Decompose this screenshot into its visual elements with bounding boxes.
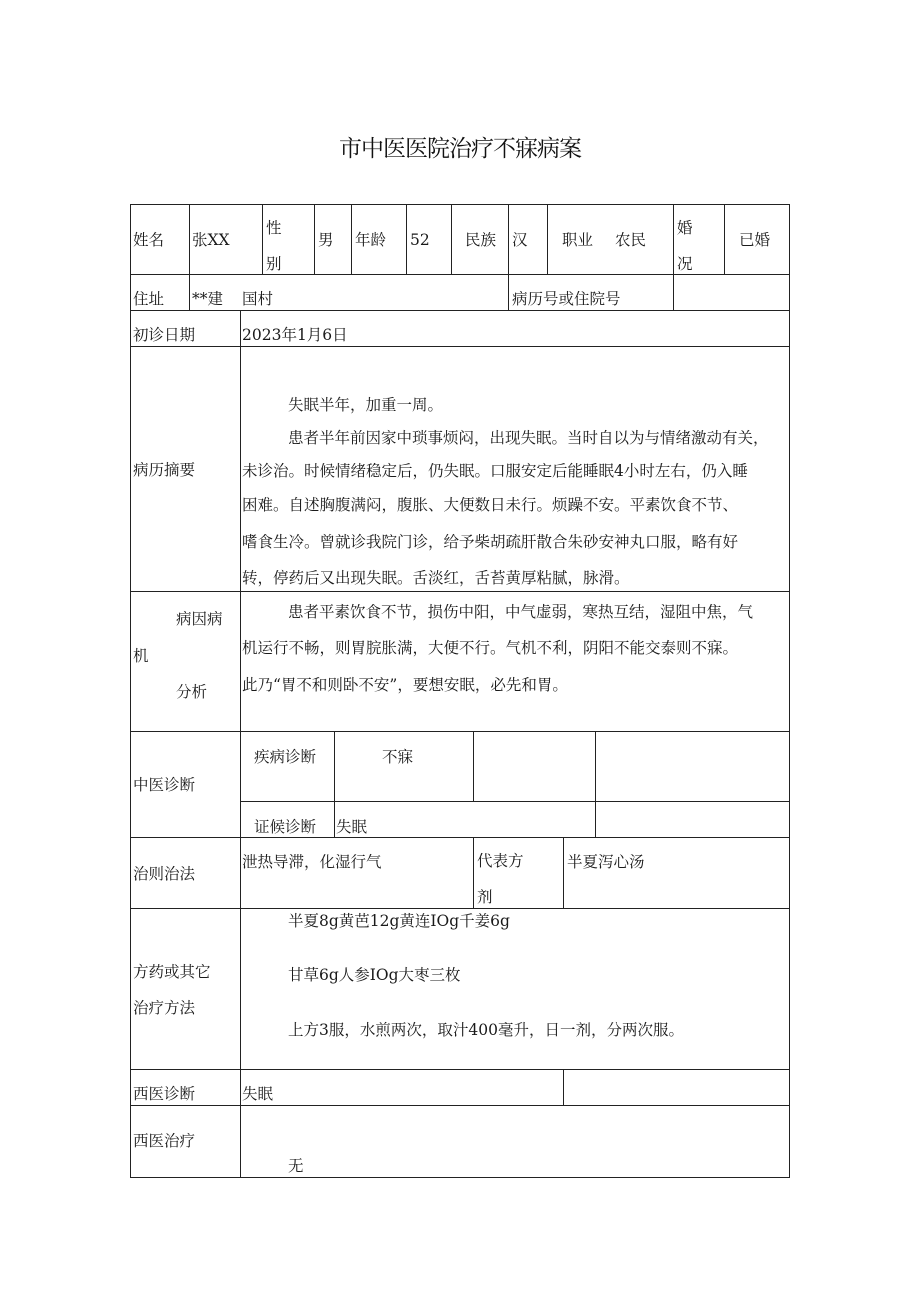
prescription-line: 半夏8g黄芭12g黄连IOg千姜6g — [288, 912, 510, 930]
sex-value: 男 — [318, 231, 334, 249]
marital-label-bottom: 况 — [677, 255, 693, 273]
treatment-value: 泄热导滞，化湿行气 — [242, 853, 382, 871]
prescription-label-2: 治疗方法 — [133, 999, 196, 1017]
etiology-line: 此乃“胃不和则卧不安”，要想安眠，必先和胃。 — [242, 676, 568, 694]
page-title: 市中医医院治疗不寐病案 — [339, 136, 581, 162]
address-value-part1: **建 — [192, 290, 224, 308]
address-label: 住址 — [133, 290, 165, 308]
age-value: 52 — [410, 231, 430, 249]
name-label: 姓名 — [133, 231, 165, 249]
formula-value: 半夏泻心汤 — [567, 853, 645, 871]
first-visit-date: 2023年1月6日 — [242, 326, 348, 344]
prescription-label-1: 方药或其它 — [133, 963, 211, 981]
job-value: 农民 — [615, 231, 647, 249]
name-value: 张XX — [192, 231, 230, 249]
address-value-part2: 国村 — [242, 290, 274, 308]
history-line: 困难。自述胸腹满闷，腹胀、大便数日未行。烦躁不安。平素饮食不节、 — [242, 496, 739, 514]
western-diagnosis-label: 西医诊断 — [133, 1085, 196, 1103]
etiology-label-1: 病因病 — [176, 610, 223, 628]
disease-diagnosis-label: 疾病诊断 — [254, 748, 317, 766]
age-label: 年龄 — [355, 231, 387, 249]
history-line: 未诊治。时候情绪稳定后，仍失眠。口服安定后能睡眠4小时左右，仍入睡 — [242, 462, 748, 480]
disease-diagnosis-value: 不寐 — [382, 748, 414, 766]
syndrome-diagnosis-label: 证候诊断 — [254, 818, 317, 836]
sex-label-top: 性 — [266, 219, 282, 237]
prescription-line: 上方3服，水煎两次，取汁400毫升，日一剂，分两次服。 — [288, 1021, 684, 1039]
tcm-diagnosis-label: 中医诊断 — [133, 776, 196, 794]
etiology-label-3: 分析 — [176, 683, 208, 701]
history-line: 嗜食生冷。曾就诊我院门诊，给予柴胡疏肝散合朱砂安神丸口服，略有好 — [242, 533, 739, 551]
prescription-line: 甘草6g人参IOg大枣三枚 — [288, 966, 461, 984]
history-line: 转，停药后又出现失眠。舌淡红，舌苔黄厚粘腻，脉滑。 — [242, 569, 630, 587]
etiology-line: 机运行不畅，则胃脘胀满，大便不行。气机不利，阴阳不能交泰则不寐。 — [242, 639, 739, 657]
western-treatment-label: 西医治疗 — [133, 1132, 196, 1150]
history-line: 失眠半年，加重一周。 — [288, 396, 444, 414]
western-diagnosis-value: 失眠 — [242, 1085, 274, 1103]
syndrome-diagnosis-value: 失眠 — [336, 818, 368, 836]
ethnic-label: 民族 — [465, 231, 497, 249]
etiology-label-2: 机 — [133, 647, 149, 665]
sex-label-bottom: 别 — [266, 255, 282, 273]
marital-value: 已婚 — [739, 231, 771, 249]
job-label: 职业 — [562, 231, 594, 249]
western-treatment-value: 无 — [288, 1157, 304, 1175]
treatment-label: 治则治法 — [133, 865, 196, 883]
etiology-line: 患者平素饮食不节，损伤中阳，中气虚弱，寒热互结，湿阻中焦，气 — [288, 603, 754, 621]
formula-label-top: 代表方 — [477, 852, 524, 870]
marital-label-top: 婚 — [677, 219, 693, 237]
formula-label-bottom: 剂 — [477, 888, 493, 906]
history-label: 病历摘要 — [133, 461, 196, 479]
history-line: 患者半年前因家中琐事烦闷，出现失眠。当时自以为与情绪激动有关， — [288, 429, 769, 447]
first-visit-label: 初诊日期 — [133, 326, 196, 344]
record-number-label: 病历号或住院号 — [512, 290, 621, 308]
ethnic-value: 汉 — [512, 231, 528, 249]
